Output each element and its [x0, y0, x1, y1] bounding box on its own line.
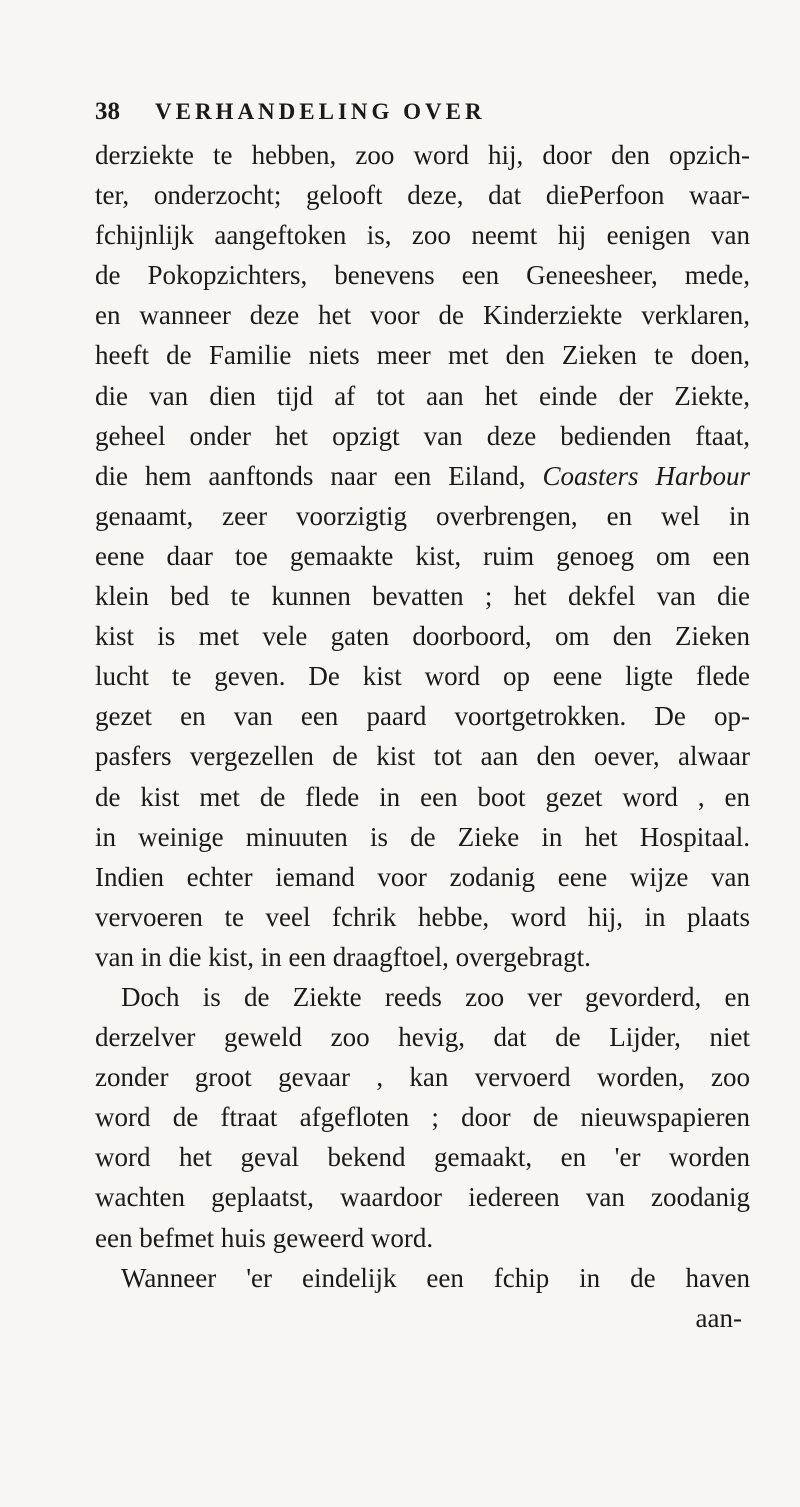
text-line-with-italic: [95, 456, 750, 496]
text-line: die van dien tijd af tot aan het einde der Ziekte,: [95, 380, 750, 411]
catchword: aan-: [695, 1302, 742, 1333]
text-line: van in die kist, in een draagftoel, overgebragt.: [95, 941, 591, 972]
text-line: wachten geplaatst, waardoor iedereen van zoodanig: [95, 1182, 750, 1213]
text-line: fchijnlijk aangeftoken is, zoo neemt hij eenigen van: [95, 220, 750, 251]
text-line: derziekte te hebben, zoo word hij, door den opzich-: [95, 140, 750, 170]
page-header: [95, 94, 775, 130]
text-line: vervoeren te veel fchrik hebbe, word hij, in plaats: [95, 901, 750, 932]
text-line: de Pokopzichters, benevens een Geneesheer, mede,: [95, 260, 750, 291]
text-line: word het geval bekend gemaakt, en 'er worden: [95, 1142, 750, 1173]
text-line: Indien echter iemand voor zodanig eene wijze van: [95, 861, 750, 892]
text-line: word de ftraat afgefloten ; door de nieuwspapieren: [95, 1102, 750, 1133]
text-line: heeft de Familie niets meer met den Zieken te doen,: [95, 340, 750, 371]
text-line: ter, onderzocht; gelooft deze, dat diePerfoon waar-: [95, 180, 750, 211]
text-line: zonder groot gevaar , kan vervoerd worden, zoo: [95, 1062, 750, 1093]
text-line: geheel onder het opzigt van deze bedienden ftaat,: [95, 420, 750, 451]
text-segment: die hem aanftonds naar een Eiland,: [95, 460, 543, 491]
text-line: pasfers vergezellen de kist tot aan den oever, alwaar: [95, 741, 750, 772]
text-line: de kist met de flede in een boot gezet word , en: [95, 781, 750, 812]
text-line: Doch is de Ziekte reeds zoo ver gevorderd, en: [121, 981, 750, 1012]
text-line: eene daar toe gemaakte kist, ruim genoeg om een: [95, 540, 750, 571]
text-line: klein bed te kunnen bevatten ; het dekfel van die: [95, 581, 750, 612]
text-line: gezet en van een paard voortgetrokken. De op-: [95, 701, 750, 732]
page-number: 38: [95, 98, 120, 125]
text-line: in weinige minuuten is de Zieke in het Hospitaal.: [95, 821, 750, 852]
body-text: [95, 135, 750, 1338]
running-head: VERHANDELING OVER: [155, 99, 486, 124]
text-line: genaamt, zeer voorzigtig overbrengen, en wel in: [95, 500, 750, 531]
text-line: kist is met vele gaten doorboord, om den Zieken: [95, 621, 750, 652]
italic-place-name: Coasters Harbour: [542, 460, 750, 491]
text-line: lucht te geven. De kist word op eene ligte flede: [95, 661, 750, 692]
text-line: Wanneer 'er eindelijk een fchip in de haven: [121, 1262, 750, 1293]
text-line: derzelver geweld zoo hevig, dat de Lijder, niet: [95, 1022, 750, 1053]
text-line: en wanneer deze het voor de Kinderziekte verklaren,: [95, 300, 750, 331]
text-line: een befmet huis geweerd word.: [95, 1222, 434, 1253]
